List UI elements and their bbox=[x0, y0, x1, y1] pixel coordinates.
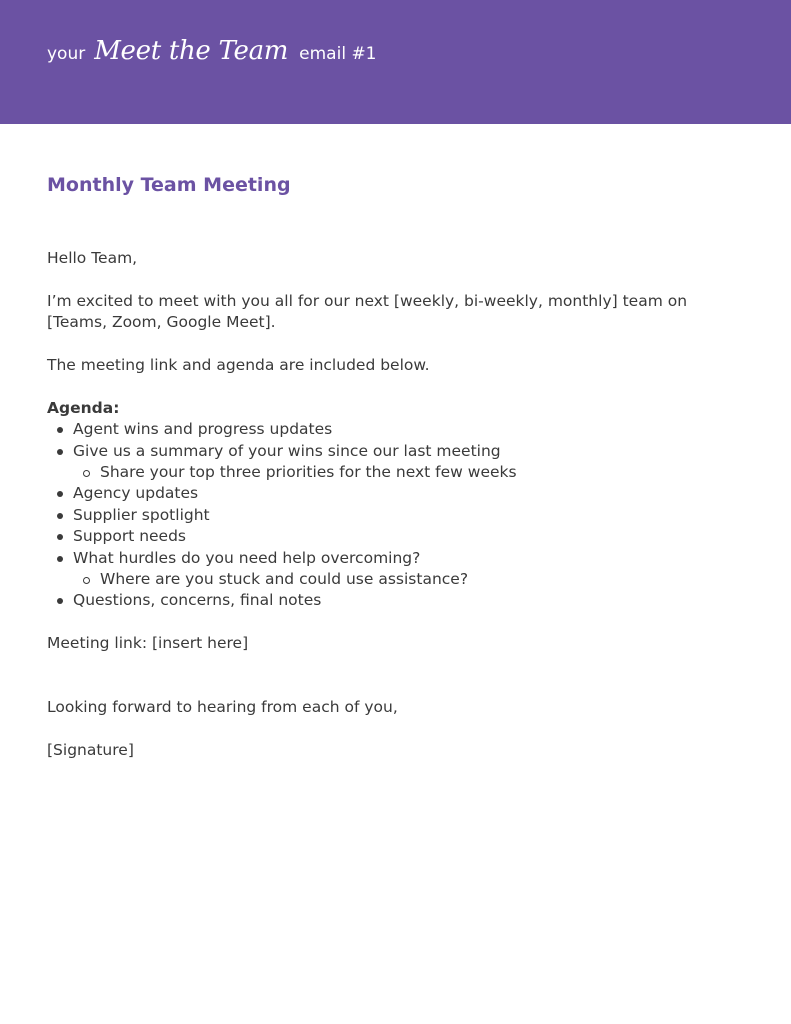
hollow-bullet-icon bbox=[83, 577, 90, 584]
header-title bbox=[47, 36, 377, 72]
email-title: Monthly Team Meeting bbox=[47, 174, 291, 196]
agenda-item-text: Questions, concerns, final notes bbox=[73, 591, 322, 610]
agenda-subitem bbox=[47, 569, 727, 590]
email-body bbox=[47, 248, 727, 783]
bullet-icon bbox=[57, 513, 63, 519]
agenda-subitem-text: Where are you stuck and could use assistance? bbox=[100, 570, 469, 589]
hollow-bullet-icon bbox=[83, 470, 90, 477]
greeting: Hello Team, bbox=[47, 249, 138, 267]
bullet-icon bbox=[57, 427, 63, 433]
bullet-icon bbox=[57, 598, 63, 604]
header-suffix: email #1 bbox=[299, 44, 377, 64]
meeting-link-line: Meeting link: [insert here] bbox=[47, 634, 249, 653]
spacer bbox=[47, 676, 727, 697]
header-script-title: Meet the Team bbox=[94, 36, 289, 66]
agenda-item bbox=[47, 505, 727, 526]
agenda-heading: Agenda: bbox=[47, 398, 120, 417]
agenda-item-text: Agency updates bbox=[73, 484, 199, 503]
agenda-item bbox=[47, 483, 727, 504]
agenda-item bbox=[47, 548, 727, 569]
agenda-subitem-text: Share your top three priorities for the next few weeks bbox=[100, 463, 517, 482]
bullet-icon bbox=[57, 556, 63, 562]
agenda-item bbox=[47, 419, 727, 440]
header-prefix: your bbox=[47, 44, 86, 64]
bullet-icon bbox=[57, 534, 63, 540]
agenda-list bbox=[47, 419, 727, 612]
agenda-item-text: What hurdles do you need help overcoming? bbox=[73, 548, 421, 567]
agenda-item-text: Give us a summary of your wins since our last meeting bbox=[73, 441, 501, 460]
bullet-icon bbox=[57, 491, 63, 497]
closing-line: Looking forward to hearing from each of you, bbox=[47, 698, 398, 717]
agenda-item bbox=[47, 526, 727, 547]
agenda-item bbox=[47, 441, 727, 462]
intro-paragraph: I’m excited to meet with you all for our next [weekly, bi-weekly, monthly] team on [Teams, Zoom, Google Meet]. bbox=[47, 291, 688, 332]
meeting-note: The meeting link and agenda are included below. bbox=[47, 356, 430, 374]
agenda-item bbox=[47, 590, 727, 611]
bullet-icon bbox=[57, 449, 63, 455]
header-banner bbox=[0, 0, 791, 124]
agenda-item-text: Supplier spotlight bbox=[73, 505, 210, 524]
agenda-item-text: Support needs bbox=[73, 527, 187, 546]
agenda-item-text: Agent wins and progress updates bbox=[73, 420, 333, 439]
signature: [Signature] bbox=[47, 741, 134, 760]
agenda-subitem bbox=[47, 462, 727, 483]
